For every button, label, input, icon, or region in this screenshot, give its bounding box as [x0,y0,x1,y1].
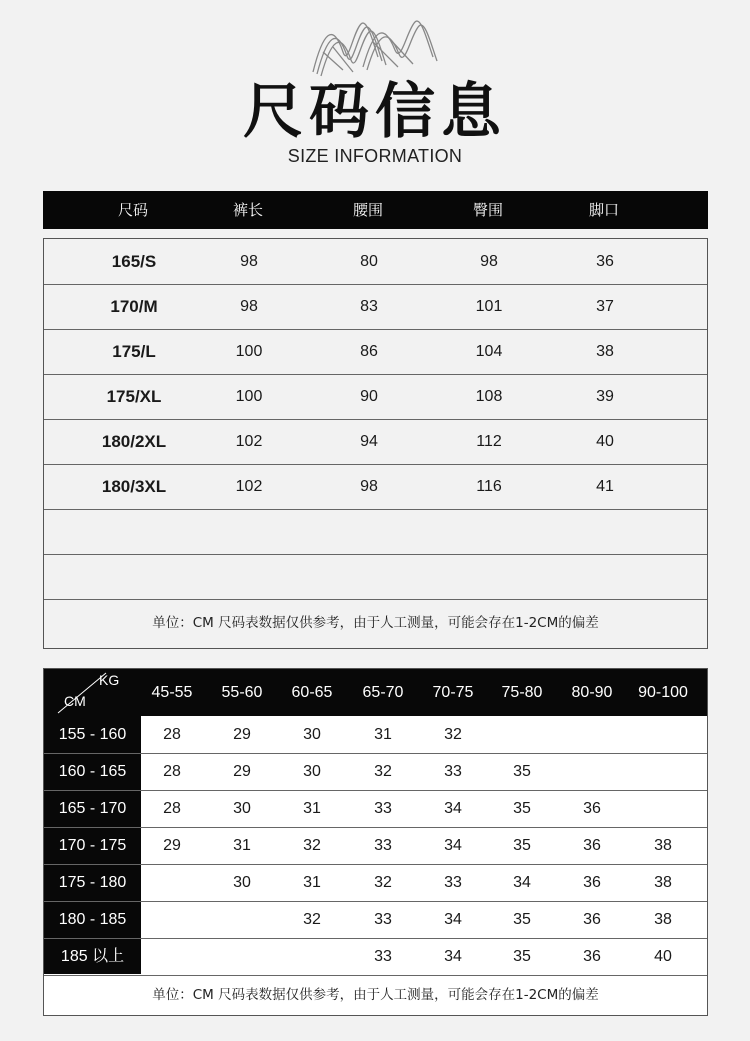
diagonal-divider-icon [44,669,141,716]
recommended-size-cell: 36 [583,948,601,965]
cell-length: 102 [235,478,263,495]
cell-hip: 116 [476,478,502,495]
recommend-table-header [44,669,707,716]
cell-waist: 83 [360,298,378,315]
cell-hem: 41 [596,478,614,495]
recommended-size-cell: 33 [374,800,392,817]
recommended-size-cell: 35 [513,800,531,817]
recommend-table [43,668,708,1016]
cell-size: 165/S [111,252,157,271]
cell-length: 102 [235,433,263,450]
table-row [44,753,707,791]
recommended-size-cell: 33 [374,911,392,928]
height-range: 175 - 180 [58,874,127,891]
cell-waist: 98 [360,478,378,495]
page-subtitle: SIZE INFORMATION [287,146,463,166]
cell-hem: 37 [596,298,614,315]
recommended-size-cell: 30 [303,763,321,780]
cell-length: 100 [235,343,263,360]
column-header-waist: 腰围 [352,201,383,219]
recommended-size-cell: 40 [654,948,672,965]
table-row [44,419,707,465]
table-row [44,329,707,375]
recommended-size-cell: 33 [374,948,392,965]
height-range: 165 - 170 [58,800,127,817]
cell-waist: 86 [360,343,378,360]
recommended-size-cell: 29 [233,726,251,743]
table-row [44,716,707,754]
cell-hip: 98 [480,253,498,270]
recommended-size-cell: 31 [233,837,251,854]
cell-waist: 80 [360,253,378,270]
weight-header: 80-90 [571,684,613,701]
cell-hip: 104 [475,343,503,360]
weight-header: 45-55 [151,684,193,701]
cell-hem: 40 [596,433,614,450]
cell-hem: 38 [596,343,614,360]
size-table-note: 单位：CM 尺码表数据仅供参考，由于人工测量，可能会存在1-2CM的偏差 [152,615,599,631]
recommended-size-cell: 32 [374,874,392,891]
recommended-size-cell: 35 [513,837,531,854]
cell-size: 180/3XL [101,477,167,496]
table-row [44,901,707,939]
empty-row [44,554,707,600]
table-row [44,938,707,976]
height-range: 160 - 165 [58,763,127,780]
recommended-size-cell: 31 [374,726,392,743]
height-range: 180 - 185 [58,911,127,928]
recommended-size-cell: 29 [163,837,181,854]
cell-hem: 36 [596,253,614,270]
recommended-size-cell: 34 [444,837,462,854]
recommended-size-cell: 32 [303,911,321,928]
recommended-size-cell: 29 [233,763,251,780]
recommend-table-note: 单位：CM 尺码表数据仅供参考，由于人工测量，可能会存在1-2CM的偏差 [152,987,599,1003]
cell-length: 100 [235,388,263,405]
recommended-size-cell: 32 [444,726,462,743]
column-header-hip: 臀围 [472,201,503,219]
page-title: 尺码信息 [243,77,507,147]
recommended-size-cell: 31 [303,874,321,891]
recommended-size-cell: 30 [303,726,321,743]
cell-size: 180/2XL [101,432,167,451]
size-table [43,238,708,649]
recommended-size-cell: 34 [444,948,462,965]
recommended-size-cell: 38 [654,911,672,928]
recommended-size-cell: 31 [303,800,321,817]
recommended-size-cell: 36 [583,874,601,891]
height-range: 170 - 175 [58,837,127,854]
height-range: 155 - 160 [58,726,127,743]
recommended-size-cell: 33 [444,874,462,891]
weight-header: 65-70 [362,684,404,701]
recommended-size-cell: 28 [163,726,181,743]
recommended-size-cell: 33 [374,837,392,854]
corner-label-kg: KG [99,672,120,688]
recommended-size-cell: 34 [513,874,531,891]
cell-hem: 39 [596,388,614,405]
table-row [44,827,707,865]
cell-hip: 112 [476,433,502,450]
weight-header: 75-80 [501,684,543,701]
table-row [44,284,707,330]
empty-row [44,509,707,555]
cell-size: 175/L [112,342,156,361]
recommended-size-cell: 36 [583,800,601,817]
recommended-size-cell: 32 [303,837,321,854]
table-row [44,864,707,902]
cell-hip: 108 [475,388,503,405]
weight-header: 55-60 [221,684,263,701]
weight-header: 90-100 [638,684,688,701]
recommended-size-cell: 34 [444,911,462,928]
brand-logo-icon [303,12,445,84]
cell-waist: 90 [360,388,378,405]
cell-length: 98 [240,298,258,315]
recommended-size-cell: 36 [583,837,601,854]
recommended-size-cell: 28 [163,800,181,817]
height-range: 185 以上 [60,948,125,965]
cell-length: 98 [240,253,258,270]
recommended-size-cell: 35 [513,911,531,928]
weight-header: 60-65 [291,684,333,701]
corner-label-cm: CM [64,693,86,709]
column-header-hem: 脚口 [588,201,619,219]
weight-header: 70-75 [432,684,474,701]
recommended-size-cell: 38 [654,874,672,891]
recommended-size-cell: 32 [374,763,392,780]
recommended-size-cell: 38 [654,837,672,854]
table-row [44,374,707,420]
cell-size: 170/M [110,297,158,316]
cell-waist: 94 [360,433,378,450]
recommended-size-cell: 34 [444,800,462,817]
recommended-size-cell: 33 [444,763,462,780]
column-header-size: 尺码 [117,201,148,219]
recommended-size-cell: 30 [233,800,251,817]
cell-size: 175/XL [106,387,162,406]
corner-cell [44,669,141,716]
table-row [44,464,707,510]
recommended-size-cell: 28 [163,763,181,780]
recommended-size-cell: 35 [513,763,531,780]
table-row [44,239,707,285]
recommended-size-cell: 35 [513,948,531,965]
table-row [44,790,707,828]
size-table-header [43,191,708,229]
cell-hip: 101 [475,298,503,315]
recommended-size-cell: 30 [233,874,251,891]
column-header-length: 裤长 [232,201,263,219]
recommended-size-cell: 36 [583,911,601,928]
